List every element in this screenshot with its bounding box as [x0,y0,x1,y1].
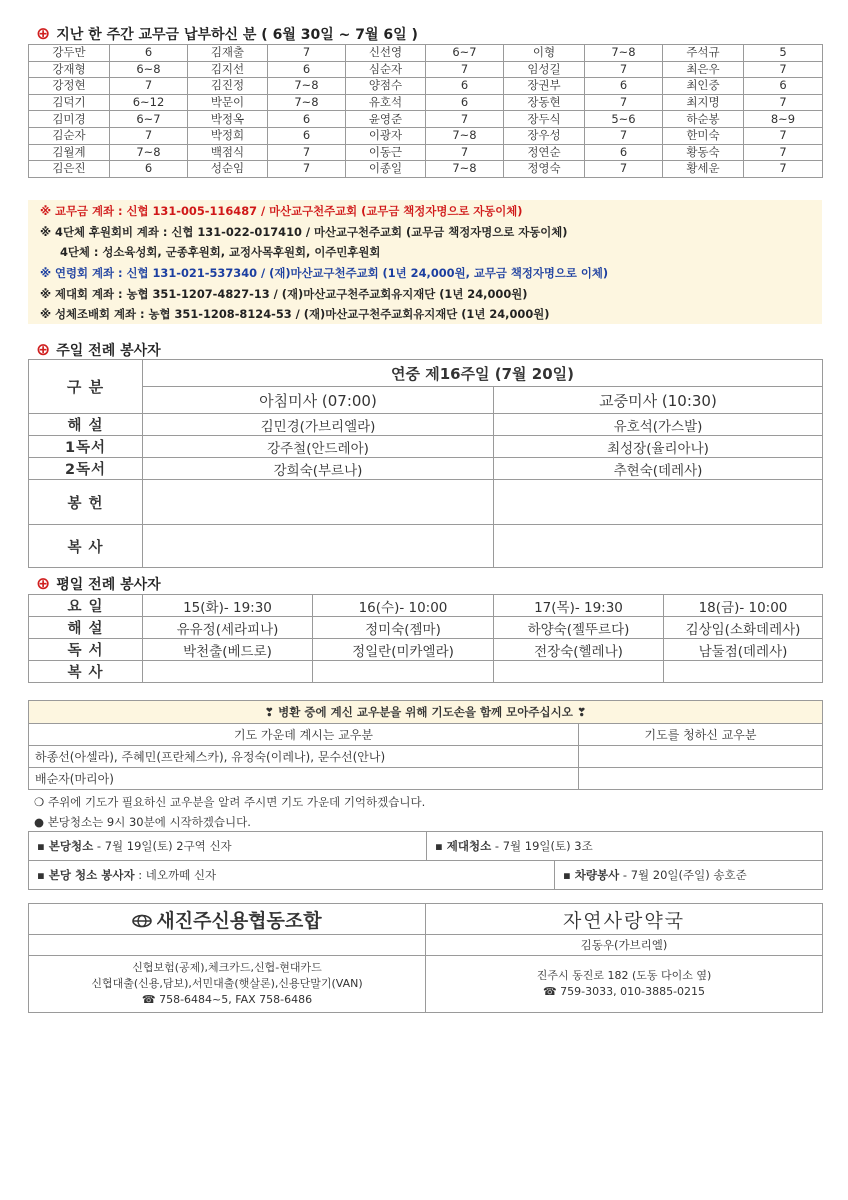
contrib-name-cell: 강정현 [29,78,110,95]
contrib-name-cell: 신선영 [346,45,426,62]
contrib-month-cell: 6 [268,61,346,78]
contrib-month-cell: 6~7 [110,111,188,128]
cleaning-note: ● 본당청소는 9시 30분에 시작하겠습니다. [34,815,251,829]
contrib-name-cell: 이동근 [346,144,426,161]
contrib-month-cell: 7 [268,144,346,161]
contrib-row [29,144,823,161]
contrib-month-cell: 5 [744,45,823,62]
contrib-name-cell: 백점식 [188,144,268,161]
contrib-month-cell: 6~8 [110,61,188,78]
contrib-month-cell: 7 [110,127,188,144]
contrib-name-cell: 이종일 [346,161,426,178]
contrib-name-cell: 황세운 [663,161,744,178]
sunday-mass1: 아침미사 (07:00) [143,387,494,414]
contrib-row [29,127,823,144]
cleaning-item: ▪ 제대청소 - 7월 19일(토) 3조 [427,832,823,861]
contrib-name-cell: 하순봉 [663,111,744,128]
contrib-month-cell: 7~8 [426,161,504,178]
contrib-month-cell: 7 [744,144,823,161]
prayer-requester-cell [579,768,823,790]
notice-line-5: ※ 제대회 계좌 : 농협 351-1207-4827-13 / (재)마산교구천주교회유지재단 (1년 24,000원) [40,287,528,301]
contrib-section-title [36,24,418,44]
credit-union-phone: ☎ 758-6484~5, FAX 758-6486 [141,993,313,1006]
sunday-cell: 추현숙(데레사) [494,458,823,480]
contrib-name-cell: 이광자 [346,127,426,144]
credit-union-name-cell [29,904,426,935]
contrib-month-cell: 7~8 [268,78,346,95]
contrib-name-cell: 강두만 [29,45,110,62]
contrib-name-cell: 김은진 [29,161,110,178]
weekday-cell [143,661,313,683]
prayer-requester-cell [579,746,823,768]
contrib-month-cell: 6 [744,78,823,95]
sunday-cell [494,525,823,568]
weekday-row-label: 복 사 [29,661,143,683]
cleaning-item: ▪ 차량봉사 - 7월 20일(주일) 송호준 [555,861,823,890]
weekday-row-label: 해 설 [29,617,143,639]
weekday-day: 17(목)- 19:30 [494,595,664,617]
prayer-row: 하종선(아셀라), 주혜민(프란체스카), 유정숙(이레나), 문수선(안나) [29,746,579,768]
contrib-month-cell: 6~12 [110,94,188,111]
contrib-name-cell: 김월계 [29,144,110,161]
contrib-month-cell: 6 [110,161,188,178]
contrib-name-cell: 한미숙 [663,127,744,144]
notice-line-6: ※ 성체조배회 계좌 : 농협 351-1208-8124-53 / (재)마산교구천주교회유지재단 (1년 24,000원) [40,307,550,321]
contrib-name-cell: 윤영준 [346,111,426,128]
pharmacy-name: 자연사랑약국 [426,904,823,935]
contrib-month-cell: 7 [744,161,823,178]
contrib-month-cell: 7 [744,94,823,111]
contrib-month-cell: 5~6 [585,111,663,128]
contrib-month-cell: 7 [110,78,188,95]
weekday-cell [313,661,494,683]
contrib-name-cell: 최인중 [663,78,744,95]
contrib-month-cell: 6 [268,111,346,128]
contrib-name-cell: 정연순 [504,144,585,161]
prayer-note: ❍ 주위에 기도가 필요하신 교우분을 알려 주시면 기도 가운데 기억하겠습니다. [34,795,426,809]
contrib-month-cell: 6 [268,127,346,144]
contrib-name-cell: 황동숙 [663,144,744,161]
prayer-row: 배순자(마리아) [29,768,579,790]
weekday-title: 평일 전례 봉사자 [56,577,161,593]
credit-union-logo-icon [132,914,152,928]
pharmacy-details [426,956,823,1013]
credit-union-line: 신협대출(신용,담보),서민대출(햇살론),신용단말기(VAN) [91,977,363,990]
contrib-month-cell: 7 [426,61,504,78]
prayer-col1-header: 기도 가운데 계시는 교우분 [29,724,579,746]
sunday-table [28,359,823,568]
sunday-cell [494,480,823,525]
weekday-cell: 박천출(베드로) [143,639,313,661]
sunday-row-label: 봉 헌 [29,480,143,525]
weekday-day: 15(화)- 19:30 [143,595,313,617]
contrib-month-cell: 7 [744,61,823,78]
sunday-cell: 최성장(율리아나) [494,436,823,458]
sunday-title: 주일 전례 봉사자 [56,343,161,359]
contrib-name-cell: 장권부 [504,78,585,95]
contrib-name-cell: 박정희 [188,127,268,144]
weekday-cell [664,661,823,683]
sunday-cell: 유호석(가스발) [494,414,823,436]
notice-line-1: ※ 교무금 계좌 : 신협 131-005-116487 / 마산교구천주교회 (교무금 책정자명으로 자동이체) [40,204,523,218]
contrib-name-cell: 박문이 [188,94,268,111]
contrib-month-cell: 7~8 [110,144,188,161]
sunday-section-title [36,340,161,360]
contrib-name-cell: 김덕기 [29,94,110,111]
credit-union-name: 새진주신용협동조합 [156,909,322,932]
contrib-month-cell: 6 [426,78,504,95]
contrib-month-cell: 8~9 [744,111,823,128]
pharmacy-phone: ☎ 759-3033, 010-3885-0215 [542,985,706,998]
contrib-month-cell: 7 [426,144,504,161]
sunday-row-label: 해 설 [29,414,143,436]
contrib-month-cell: 7~8 [268,94,346,111]
weekday-cell: 정일란(미카엘라) [313,639,494,661]
contrib-month-cell: 7~8 [585,45,663,62]
notice-line-4: ※ 연령회 계좌 : 신협 131-021-537340 / (재)마산교구천주교회 (1년 24,000원, 교무금 책정자명으로 이체) [40,266,609,280]
cross-icon: ⊕ [36,23,51,44]
cross-icon: ⊕ [36,339,51,360]
contrib-month-cell: 7 [268,161,346,178]
contrib-month-cell: 6 [110,45,188,62]
credit-union-line: 신협보험(공제),체크카드,신협-현대카드 [132,961,322,974]
contrib-title: 지난 한 주간 교무금 납부하신 분 ( 6월 30일 ~ 7월 6일 ) [56,27,418,43]
contrib-row [29,161,823,178]
cross-icon: ⊕ [36,573,51,594]
account-notice-box [28,200,822,324]
credit-union-details [29,956,426,1013]
sunday-cell: 김민경(가브리엘라) [143,414,494,436]
sunday-cell: 강희숙(부르나) [143,458,494,480]
contrib-name-cell: 김재출 [188,45,268,62]
contrib-name-cell: 강재형 [29,61,110,78]
contrib-month-cell: 7 [585,127,663,144]
weekday-cell: 전장숙(헬레나) [494,639,664,661]
notice-line-3: 4단체 : 성소육성회, 군종후원회, 교정사목후원회, 이주민후원회 [60,245,381,259]
contrib-name-cell: 이형 [504,45,585,62]
weekday-section-title [36,574,161,594]
prayer-col2-header: 기도를 청하신 교우분 [579,724,823,746]
sunday-header-label: 구 분 [29,360,143,414]
sunday-week: 연중 제16주일 (7월 20일) [143,360,823,387]
sunday-row-label: 복 사 [29,525,143,568]
contrib-name-cell: 유호석 [346,94,426,111]
prayer-banner: ❣ 병환 중에 계신 교우분을 위해 기도손을 함께 모아주십시오 ❣ [29,701,823,724]
contrib-name-cell: 김미경 [29,111,110,128]
contrib-month-cell: 7 [426,111,504,128]
weekday-row-label: 독 서 [29,639,143,661]
sunday-mass2: 교중미사 (10:30) [494,387,823,414]
contrib-row [29,78,823,95]
weekday-cell: 김상임(소화데레사) [664,617,823,639]
contrib-name-cell: 임성길 [504,61,585,78]
contrib-name-cell: 최은우 [663,61,744,78]
sunday-cell [143,480,494,525]
contrib-name-cell: 김순자 [29,127,110,144]
contrib-name-cell: 김지선 [188,61,268,78]
contrib-month-cell: 7 [585,94,663,111]
cleaning-item: ▪ 본당 청소 봉사자 : 네오까떼 신자 [29,861,555,890]
contrib-month-cell: 7~8 [426,127,504,144]
contrib-table [28,44,823,178]
weekday-day: 16(수)- 10:00 [313,595,494,617]
weekday-cell: 하양숙(젤뚜르다) [494,617,664,639]
weekday-cell: 유유정(세라피나) [143,617,313,639]
weekday-cell [494,661,664,683]
contrib-name-cell: 정영숙 [504,161,585,178]
contrib-month-cell: 7 [585,61,663,78]
contrib-row [29,61,823,78]
cleaning-item: ▪ 본당청소 - 7월 19일(토) 2구역 신자 [29,832,427,861]
sunday-row-label: 2독서 [29,458,143,480]
contrib-name-cell: 양점수 [346,78,426,95]
weekday-header-label: 요 일 [29,595,143,617]
notice-line-2: ※ 4단체 후원회비 계좌 : 신협 131-022-017410 / 마산교구천주교회 (교무금 책정자명으로 자동이체) [40,225,568,239]
contrib-month-cell: 6 [585,144,663,161]
contrib-name-cell: 장우성 [504,127,585,144]
contrib-name-cell: 장동현 [504,94,585,111]
contrib-month-cell: 7 [744,127,823,144]
contrib-month-cell: 7 [268,45,346,62]
prayer-table [28,700,823,790]
pharmacy-address: 진주시 동진로 182 (도동 다이소 옆) [536,969,712,982]
pharmacy-owner: 김동우(가브리엘) [426,935,823,956]
contrib-month-cell: 6 [426,94,504,111]
credit-union-blank [29,935,426,956]
contrib-name-cell: 박정옥 [188,111,268,128]
contrib-name-cell: 장두식 [504,111,585,128]
contrib-name-cell: 김진정 [188,78,268,95]
ads-table [28,903,823,1013]
sunday-row-label: 1독서 [29,436,143,458]
contrib-row [29,45,823,62]
weekday-cell: 남둘점(데레사) [664,639,823,661]
contrib-month-cell: 6 [585,78,663,95]
sunday-cell [143,525,494,568]
contrib-month-cell: 6~7 [426,45,504,62]
contrib-row [29,111,823,128]
contrib-name-cell: 심순자 [346,61,426,78]
contrib-name-cell: 주석규 [663,45,744,62]
contrib-month-cell: 7 [585,161,663,178]
sunday-cell: 강주철(안드레아) [143,436,494,458]
weekday-table [28,594,823,683]
weekday-cell: 정미숙(젬마) [313,617,494,639]
cleaning-table [28,831,823,890]
contrib-row [29,94,823,111]
contrib-name-cell: 성순임 [188,161,268,178]
contrib-name-cell: 최지명 [663,94,744,111]
weekday-day: 18(금)- 10:00 [664,595,823,617]
